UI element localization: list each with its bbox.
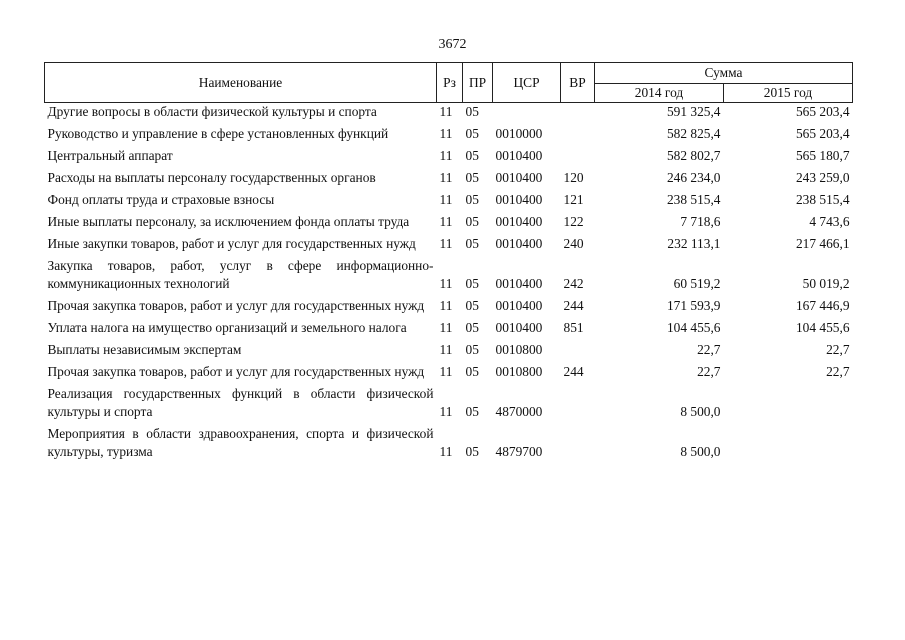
row-pr: 05 [465,126,479,141]
row-csr: 4879700 [495,444,543,459]
row-vr [561,341,595,359]
row-amount-2014: 591 325,4 [666,104,721,119]
page-number: 3672 [438,37,467,52]
row-csr: 0010400 [495,148,543,163]
row-name: Прочая закупка товаров, работ и услуг для государственных нужд [47,364,425,379]
row-rz: 11 [439,214,453,229]
row-name: Выплаты независимым экспертам [47,342,242,357]
table-row [45,341,853,359]
row-csr: 0010400 [495,170,543,185]
row-amount-2014: 238 515,4 [666,192,721,207]
row-amount-2015: 22,7 [826,342,850,357]
header-csr: ЦСР [493,63,561,103]
table-row [45,169,853,187]
row-amount-2014: 60 519,2 [673,276,721,291]
row-pr: 05 [465,404,479,419]
table-row [45,425,853,461]
table-row [45,235,853,253]
row-pr: 05 [465,276,479,291]
row-vr: 242 [563,276,584,291]
row-name: Центральный аппарат [47,148,173,163]
row-csr: 0010400 [495,320,543,335]
row-amount-2014: 7 718,6 [680,214,721,229]
row-vr: 851 [563,320,584,335]
row-name: Фонд оплаты труда и страховые взносы [47,192,275,207]
row-amount-2014: 8 500,0 [680,404,721,419]
header-name: Наименование [45,63,437,103]
row-rz: 11 [439,170,453,185]
row-pr: 05 [465,364,479,379]
row-name: Расходы на выплаты персоналу государственных органов [47,170,376,185]
table-row [45,213,853,231]
row-csr: 0010400 [495,276,543,291]
row-vr [561,425,595,461]
row-csr: 0010400 [495,236,543,251]
row-pr: 05 [465,298,479,313]
row-rz: 11 [439,444,453,459]
row-pr: 05 [465,170,479,185]
row-rz: 11 [439,404,453,419]
row-rz: 11 [439,236,453,251]
table-row [45,319,853,337]
row-vr [561,103,595,122]
row-name: Прочая закупка товаров, работ и услуг для государственных нужд [47,298,425,313]
header-year-2014: 2014 год [595,84,724,103]
row-amount-2015: 243 259,0 [795,170,850,185]
row-amount-2015: 565 180,7 [795,148,850,163]
table-row [45,147,853,165]
table-row [45,363,853,381]
row-vr: 121 [563,192,584,207]
row-vr: 244 [563,298,584,313]
row-amount-2015 [724,385,853,421]
row-csr: 0010800 [495,342,543,357]
row-pr: 05 [465,320,479,335]
header-pr: ПР [463,63,493,103]
row-amount-2014: 246 234,0 [666,170,721,185]
table-row [45,257,853,293]
row-amount-2015: 4 743,6 [809,214,850,229]
row-name: Реализация государственных функций в области физической культуры и спорта [47,386,434,419]
row-amount-2015: 50 019,2 [802,276,850,291]
row-name: Мероприятия в области здравоохранения, спорта и физической культуры, туризма [47,426,434,459]
row-name: Другие вопросы в области физической культуры и спорта [47,104,377,119]
table-row [45,191,853,209]
header-rz: Рз [437,63,463,103]
row-pr: 05 [465,214,479,229]
row-csr: 0010400 [495,214,543,229]
row-amount-2014: 22,7 [697,364,721,379]
row-amount-2015: 22,7 [826,364,850,379]
table-row [45,297,853,315]
row-pr: 05 [465,444,479,459]
row-pr: 05 [465,148,479,163]
row-csr [493,103,561,122]
row-rz: 11 [439,364,453,379]
row-rz: 11 [439,104,453,119]
row-name: Уплата налога на имущество организаций и земельного налога [47,320,407,335]
row-pr: 05 [465,104,479,119]
row-amount-2014: 582 802,7 [666,148,721,163]
row-vr: 120 [563,170,584,185]
row-rz: 11 [439,276,453,291]
row-pr: 05 [465,192,479,207]
row-amount-2015: 217 466,1 [795,236,850,251]
row-amount-2014: 171 593,9 [666,298,721,313]
row-vr: 244 [563,364,584,379]
table-row [45,125,853,143]
row-rz: 11 [439,298,453,313]
row-amount-2015: 167 446,9 [795,298,850,313]
row-name: Руководство и управление в сфере установленных функций [47,126,389,141]
row-amount-2015: 104 455,6 [795,320,850,335]
row-csr: 4870000 [495,404,543,419]
row-vr: 240 [563,236,584,251]
header-vr: ВР [561,63,595,103]
budget-table [44,62,853,461]
row-vr [561,125,595,143]
row-amount-2015 [724,425,853,461]
row-rz: 11 [439,192,453,207]
row-amount-2014: 8 500,0 [680,444,721,459]
row-amount-2014: 104 455,6 [666,320,721,335]
row-csr: 0010000 [495,126,543,141]
row-amount-2014: 582 825,4 [666,126,721,141]
table-row [45,385,853,421]
row-vr [561,385,595,421]
row-amount-2015: 565 203,4 [795,126,850,141]
header-year-2015: 2015 год [724,84,853,103]
row-pr: 05 [465,342,479,357]
row-rz: 11 [439,148,453,163]
row-rz: 11 [439,320,453,335]
row-csr: 0010800 [495,364,543,379]
row-name: Закупка товаров, работ, услуг в сфере информационно-коммуникационных технологий [47,258,434,291]
row-amount-2015: 238 515,4 [795,192,850,207]
row-amount-2014: 22,7 [697,342,721,357]
row-csr: 0010400 [495,192,543,207]
row-name: Иные выплаты персоналу, за исключением фонда оплаты труда [47,214,410,229]
row-amount-2015: 565 203,4 [795,104,850,119]
row-vr: 122 [563,214,584,229]
header-sum: Сумма [595,63,853,84]
row-csr: 0010400 [495,298,543,313]
row-rz: 11 [439,126,453,141]
row-name: Иные закупки товаров, работ и услуг для государственных нужд [47,236,416,251]
row-pr: 05 [465,236,479,251]
table-row [45,103,853,122]
row-vr [561,147,595,165]
row-rz: 11 [439,342,453,357]
row-amount-2014: 232 113,1 [667,236,721,251]
